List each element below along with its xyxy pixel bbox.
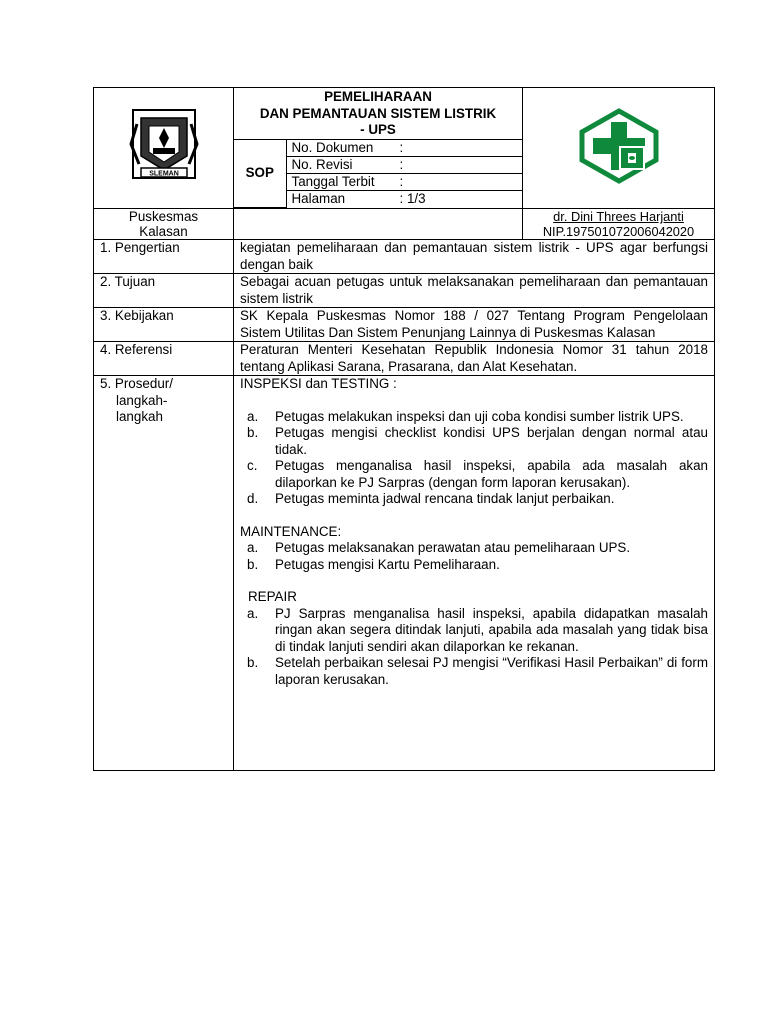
prosedur-content <box>234 376 715 771</box>
maintenance-list <box>240 540 708 573</box>
field-tanggal-terbit: Tanggal Terbit : <box>286 174 522 191</box>
puskesmas-name: Puskesmas Kalasan <box>94 209 234 240</box>
text-referensi: Peraturan Menteri Kesehatan Republik Indonesia Nomor 31 tahun 2018 tentang Aplikasi Sarana, Prasarana, dan Alat Kesehatan. <box>234 342 715 376</box>
inspeksi-list <box>240 409 708 508</box>
title-line-1: PEMELIHARAAN <box>324 89 432 104</box>
puskesmas-logo-icon <box>576 108 662 184</box>
field-no-dokumen: No. Dokumen : <box>286 140 522 157</box>
list-item: b. Setelah perbaikan selesai PJ mengisi “Verifikasi Hasil Perbaikan” di form laporan kerusakan. <box>247 655 708 687</box>
inspeksi-heading: INSPEKSI dan TESTING : <box>240 376 397 391</box>
signer-cell <box>523 209 715 240</box>
label-pengertian: 1. Pengertian <box>94 240 234 274</box>
document-fields <box>234 139 522 208</box>
title-line-3: - UPS <box>360 122 396 137</box>
list-item: b. Petugas mengisi checklist kondisi UPS berjalan dengan normal atau tidak. <box>247 425 708 457</box>
field-halaman: Halaman : 1/3 <box>286 191 522 208</box>
left-logo-cell <box>94 88 234 209</box>
list-item: c. Petugas menganalisa hasil inspeksi, apabila ada masalah akan dilaporkan ke PJ Sarpras (dengan form laporan kerusakan). <box>247 458 708 490</box>
list-item: a. Petugas melaksanakan perawatan atau pemeliharaan UPS. <box>247 540 631 555</box>
field-no-revisi: No. Revisi : <box>286 157 522 174</box>
repair-heading: REPAIR <box>248 589 297 604</box>
text-pengertian: kegiatan pemeliharaan dan pemantauan sistem listrik - UPS agar berfungsi dengan baik <box>234 240 715 274</box>
sleman-label: SLEMAN <box>148 170 179 178</box>
signer-nip: NIP.197501072006042020 <box>542 224 695 239</box>
blank-cell <box>234 209 523 240</box>
repair-list <box>240 606 708 689</box>
list-item: d. Petugas meminta jadwal rencana tindak lanjut perbaikan. <box>247 491 615 506</box>
sop-table <box>93 87 715 771</box>
text-kebijakan: SK Kepala Puskesmas Nomor 188 / 027 Tentang Program Pengelolaan Sistem Utilitas Dan Sistem Penunjang Lainnya di Puskesmas Kalasan <box>234 308 715 342</box>
title-line-2: DAN PEMANTAUAN SISTEM LISTRIK <box>259 105 497 121</box>
sleman-emblem-icon <box>127 104 201 188</box>
list-item: a. PJ Sarpras menganalisa hasil inspeksi, apabila didapatkan masalah ringan akan segera ditindak lanjuti, apabila ada masalah yang tidak bisa di tindak lanjuti sendiri akan dilaporkan ke rekanan. <box>247 605 708 654</box>
text-tujuan: Sebagai acuan petugas untuk melaksanakan pemeliharaan dan pemantauan sistem listrik <box>234 274 715 308</box>
label-referensi: 4. Referensi <box>94 342 234 376</box>
right-logo-cell <box>523 88 715 209</box>
sop-document <box>93 87 714 771</box>
label-prosedur: 5. Prosedur/ langkah- langkah <box>94 376 234 771</box>
label-kebijakan: 3. Kebijakan <box>94 308 234 342</box>
list-item: b. Petugas mengisi Kartu Pemeliharaan. <box>247 556 500 572</box>
sop-label: SOP <box>234 140 286 208</box>
label-tujuan: 2. Tujuan <box>94 274 234 308</box>
list-item: a. Petugas melakukan inspeksi dan uji coba kondisi sumber listrik UPS. <box>247 408 684 424</box>
signer-name: dr. Dini Threes Harjanti <box>553 209 684 224</box>
page-title <box>234 88 522 139</box>
title-cell <box>234 88 523 209</box>
maintenance-heading: MAINTENANCE: <box>240 523 342 539</box>
